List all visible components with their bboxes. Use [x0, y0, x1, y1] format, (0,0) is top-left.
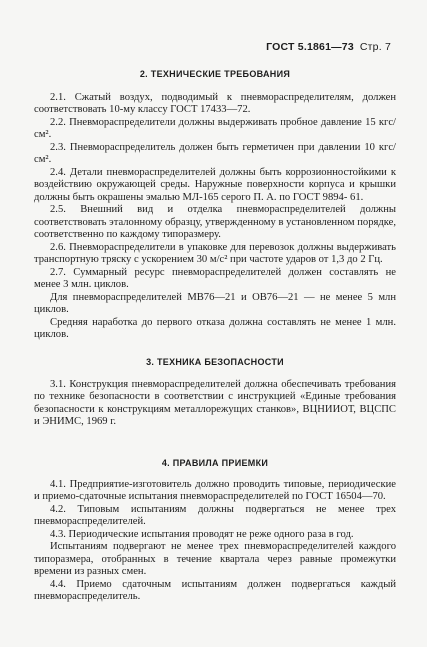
section-technical-requirements: [34, 68, 396, 342]
paragraph: 2.6. Пневмораспределители в упаковке для перевозок должны выдерживать транспортную тряску с ускорением 30 м/с² при частоте ударов от 1,3 до 2 Гц.: [34, 241, 396, 265]
section-acceptance-rules: [34, 457, 396, 604]
paragraph: Испытаниям подвергают не менее трех пневмораспределителей каждого типоразмера, отобранных в течение квартала через равные промежутки времени из разных смен.: [34, 541, 396, 577]
page-number: Стр. 7: [359, 41, 391, 53]
section-title: 2. ТЕХНИЧЕСКИЕ ТРЕБОВАНИЯ: [139, 69, 291, 79]
document-body: [34, 64, 396, 602]
paragraph: 2.4. Детали пневмораспределителей должны быть коррозионностойкими к воздействию окружающей среды. Наружные поверхности корпуса и крышки должны быть окрашены эмалью МЛ-165 серого П. А. по ГОСТ 9894- 61.: [34, 166, 396, 203]
paragraph: Средняя наработка до первого отказа должна составлять не менее 1 млн. циклов.: [34, 316, 396, 340]
paragraph: 4.3. Периодические испытания проводят не реже одного раза в год.: [50, 528, 354, 540]
paragraph: 4.2. Типовым испытаниям должны подвергаться не менее трех пневмораспределителей.: [34, 503, 396, 527]
standard-number: ГОСТ 5.1861—73: [266, 41, 354, 53]
paragraph: 2.3. Пневмораспределитель должен быть герметичен при давлении 10 кгс/см².: [34, 141, 396, 165]
section-title: 3. ТЕХНИКА БЕЗОПАСНОСТИ: [146, 357, 284, 367]
section-safety: [34, 356, 396, 429]
paragraph: Для пневмораспределителей МВ76—21 и ОВ76—21 — не менее 5 млн циклов.: [34, 291, 396, 315]
section-title: 4. ПРАВИЛА ПРИЕМКИ: [161, 458, 269, 468]
page-header: [266, 41, 391, 53]
paragraph: 2.7. Суммарный ресурс пневмораспределителей должен составлять не менее 3 млн. циклов.: [34, 266, 396, 290]
paragraph: 2.2. Пневмораспределители должны выдерживать пробное давление 15 кгс/см².: [34, 116, 396, 140]
paragraph: 4.1. Предприятие-изготовитель должно проводить типовые, периодические и приемо-сдаточные испытания пневмораспределителей по ГОСТ 16504—70.: [34, 478, 396, 502]
paragraph: 2.1. Сжатый воздух, подводимый к пневмораспределителям, должен соответствовать 10-му классу ГОСТ 17433—72.: [34, 91, 396, 115]
paragraph: 3.1. Конструкция пневмораспределителей должна обеспечивать требования по технике безопасности в соответствии с инструкцией «Единые требования безопасности к конструкциям металлорежущих станков», ВЦНИИОТ, ВЦСПС и ЭНИМС, 1969 г.: [34, 378, 396, 427]
paragraph: 4.4. Приемо сдаточным испытаниям должен подвергаться каждый пневмораспределитель.: [34, 578, 396, 602]
paragraph: 2.5. Внешний вид и отделка пневмораспределителей должны соответствовать эталонному образцу, утвержденному в установленном порядке, соответственно по каждому типоразмеру.: [34, 204, 396, 240]
